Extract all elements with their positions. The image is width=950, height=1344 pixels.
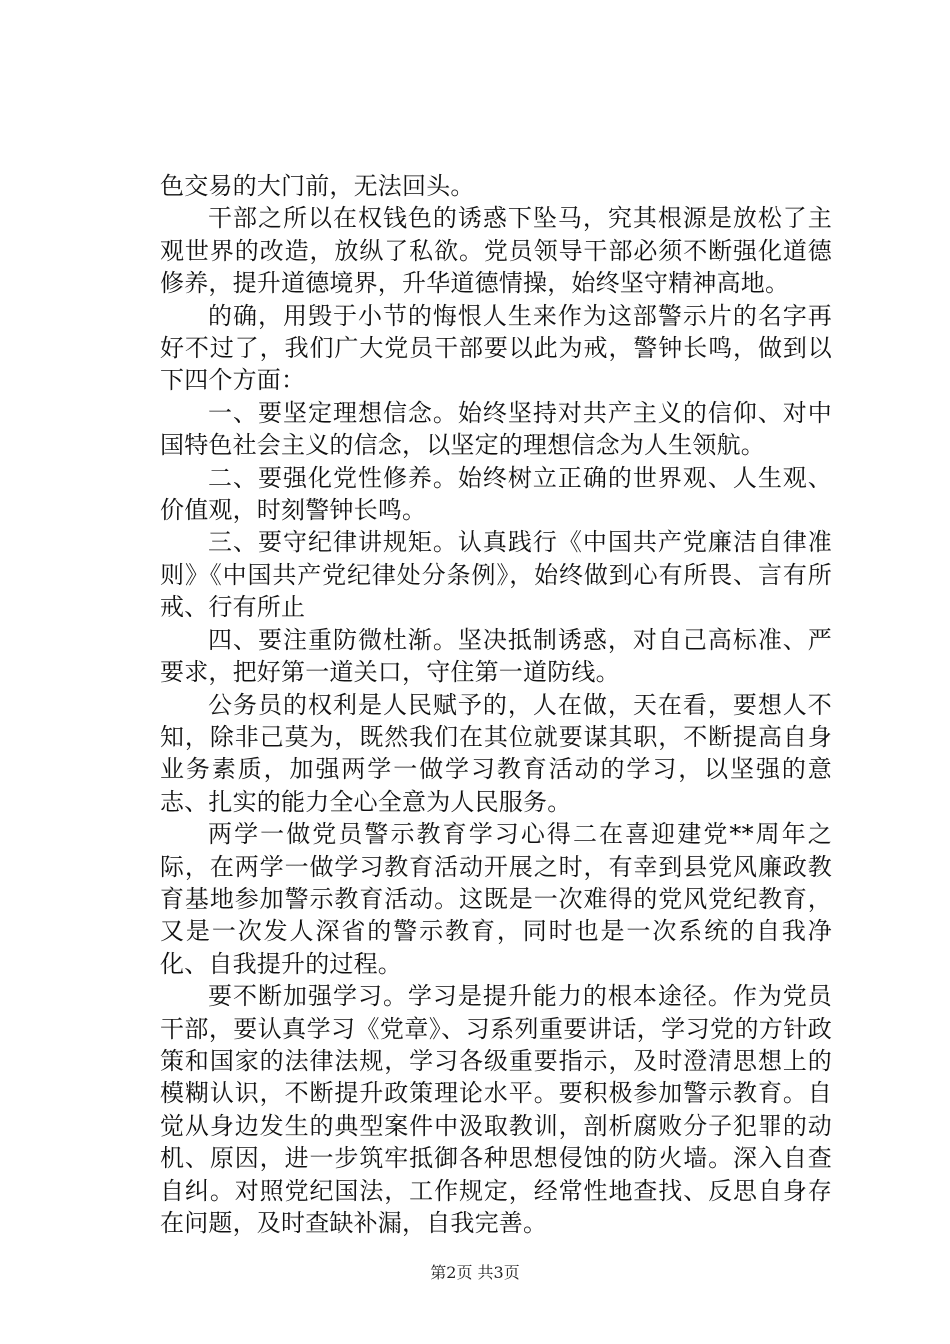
paragraph-warning-film: 的确，用毁于小节的悔恨人生来作为这部警示片的名字再好不过了，我们广大党员干部要以此为戒，警钟长鸣，做到以下四个方面：: [160, 301, 832, 395]
page-footer: 第2页 共3页: [430, 1263, 520, 1282]
paragraph-strengthen-study: 要不断加强学习。学习是提升能力的根本途径。作为党员干部，要认真学习《党章》、习系列重要讲话，学习党的方针政策和国家的法律法规，学习各级重要指示，及时澄清思想上的模糊认识，不断提升政策理论水平。要积极参加警示教育。自觉从身边发生的典型案件中汲取教训，剖析腐败分子犯罪的动机、原因，进一步筑牢抵御各种思想侵蚀的防火墙。深入自查自纠。对照党纪国法，工作规定，经常性地查找、反思自身存在问题，及时查缺补漏，自我完善。: [160, 982, 832, 1237]
document-body: [160, 170, 832, 1239]
paragraph-point-two: 二、要强化党性修养。始终树立正确的世界观、人生观、价值观，时刻警钟长鸣。: [160, 463, 832, 525]
paragraph-civil-servant: 公务员的权利是人民赋予的，人在做，天在看，要想人不知，除非己莫为，既然我们在其位就要谋其职，不断提高自身业务素质，加强两学一做学习教育活动的学习，以坚强的意志、扎实的能力全心全意为人民服务。: [160, 690, 832, 816]
paragraph-point-three: 三、要守纪律讲规矩。认真践行《中国共产党廉洁自律准则》《中国共产党纪律处分条例》，始终做到心有所畏、言有所戒、行有所止: [160, 528, 832, 622]
paragraph-study-notes-two: 两学一做党员警示教育学习心得二在喜迎建党**周年之际，在两学一做学习教育活动开展之时，有幸到县党风廉政教育基地参加警示教育活动。这既是一次难得的党风党纪教育，又是一次发人深省的警示教育，同时也是一次系统的自我净化、自我提升的过程。: [160, 820, 832, 978]
paragraph-point-one: 一、要坚定理想信念。始终坚持对共产主义的信仰、对中国特色社会主义的信念，以坚定的理想信念为人生领航。: [160, 398, 832, 460]
paragraph-cadre-temptation: 干部之所以在权钱色的诱惑下坠马，究其根源是放松了主观世界的改造，放纵了私欲。党员领导干部必须不断强化道德修养，提升道德境界，升华道德情操，始终坚守精神高地。: [160, 204, 832, 298]
paragraph-point-four: 四、要注重防微杜渐。坚决抵制诱惑，对自己高标准、严要求，把好第一道关口，守住第一道防线。: [160, 625, 832, 687]
paragraph-continuation: 色交易的大门前，无法回头。: [160, 172, 475, 200]
